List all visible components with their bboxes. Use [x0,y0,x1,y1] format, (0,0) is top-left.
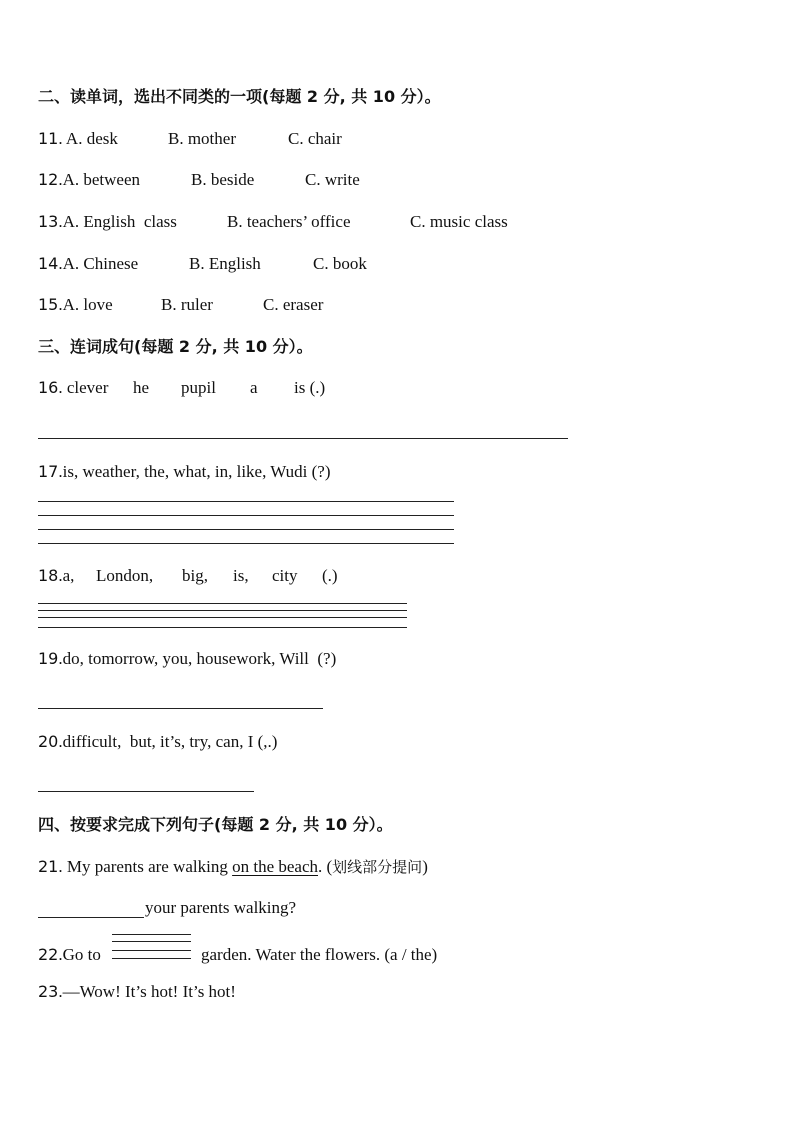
underlined-phrase: on the beach [232,857,318,876]
option-a: .A. Chinese [58,254,139,273]
question-number: 14 [38,254,59,273]
q18-answer-line[interactable] [38,617,407,618]
question-number: 19 [38,649,59,668]
word: . clever [58,378,109,397]
q11-option-c: C. chair [288,129,342,148]
q16-word-2: he [133,378,150,397]
q18-answer-line[interactable] [38,627,407,628]
question-20 [38,732,277,752]
q14-option-b: B. English [189,254,261,273]
q11-option-b: B. mother [168,129,236,148]
close-paren: ) [422,857,428,876]
q12-option-c: C. write [305,170,360,189]
sentence-start: . My parents are walking [58,857,233,876]
q17-answer-line[interactable] [38,529,454,530]
q17-answer-line[interactable] [38,543,454,544]
option-a: .A. English class [58,212,177,231]
question-19 [38,649,336,669]
question-number: 21 [38,857,59,876]
question-18 [38,566,74,586]
option-a: . A. desk [58,129,118,148]
question-number: 11 [38,129,59,148]
q18-word-5: city [272,566,298,585]
q20-answer-line[interactable] [38,791,254,792]
question-number: 12 [38,170,59,189]
q21-answer-text: your parents walking? [145,898,297,917]
word: .a, [58,566,75,585]
option-a: .A. love [58,295,113,314]
q18-word-6: (.) [322,566,338,585]
q22-blank-line[interactable] [112,934,191,935]
q18-word-3: big, [182,566,208,585]
question-number: 18 [38,566,59,585]
question-number: 22 [38,945,59,964]
section-4-heading: 四、按要求完成下列句子(每题 2 分, 共 10 分）。 [38,815,393,834]
sentence: .—Wow! It’s hot! It’s hot! [58,982,236,1001]
question-number: 23 [38,982,59,1001]
q22-blank-line[interactable] [112,958,191,959]
question-21 [38,857,428,877]
words: .is, weather, the, what, in, like, Wudi (?) [58,462,331,481]
q16-answer-line[interactable] [38,438,568,439]
question-number: 13 [38,212,59,231]
question-number: 16 [38,378,59,397]
question-number: 17 [38,462,59,481]
sentence-start: .Go to [58,945,101,964]
instruction-note: 划线部分提问 [332,858,423,876]
q22-sentence-end: garden. Water the flowers. (a / the) [201,945,438,964]
q16-word-3: pupil [181,378,216,397]
q14-option-c: C. book [313,254,367,273]
question-13 [38,212,177,232]
option-a: .A. between [58,170,141,189]
q16-word-5: is (.) [294,378,326,397]
q22-blank-line[interactable] [112,950,191,951]
q13-option-c: C. music class [410,212,508,231]
q13-option-b: B. teachers’ office [227,212,351,231]
q18-word-2: London, [96,566,154,585]
question-16 [38,378,108,398]
q15-option-b: B. ruler [161,295,213,314]
q17-answer-line[interactable] [38,515,454,516]
q18-answer-line[interactable] [38,603,407,604]
q12-option-b: B. beside [191,170,255,189]
q17-answer-line[interactable] [38,501,454,502]
q15-option-c: C. eraser [263,295,324,314]
sentence-end: . ( [318,857,333,876]
question-14 [38,254,138,274]
words: .do, tomorrow, you, housework, Will (?) [58,649,337,668]
question-15 [38,295,113,315]
question-22 [38,945,101,965]
section-3-heading: 三、连词成句(每题 2 分, 共 10 分）。 [38,337,313,356]
q18-answer-line[interactable] [38,610,407,611]
question-number: 20 [38,732,59,751]
question-23 [38,982,236,1002]
q21-answer-blank[interactable] [38,917,144,918]
q22-blank-line[interactable] [112,941,191,942]
question-12 [38,170,140,190]
question-17 [38,462,331,482]
section-2-heading: 二、读单词，选出不同类的一项(每题 2 分, 共 10 分）。 [38,87,441,106]
question-number: 15 [38,295,59,314]
words: .difficult, but, it’s, try, can, I (,.) [58,732,278,751]
q16-word-4: a [250,378,258,397]
q18-word-4: is, [233,566,249,585]
question-11 [38,129,118,149]
q19-answer-line[interactable] [38,708,323,709]
